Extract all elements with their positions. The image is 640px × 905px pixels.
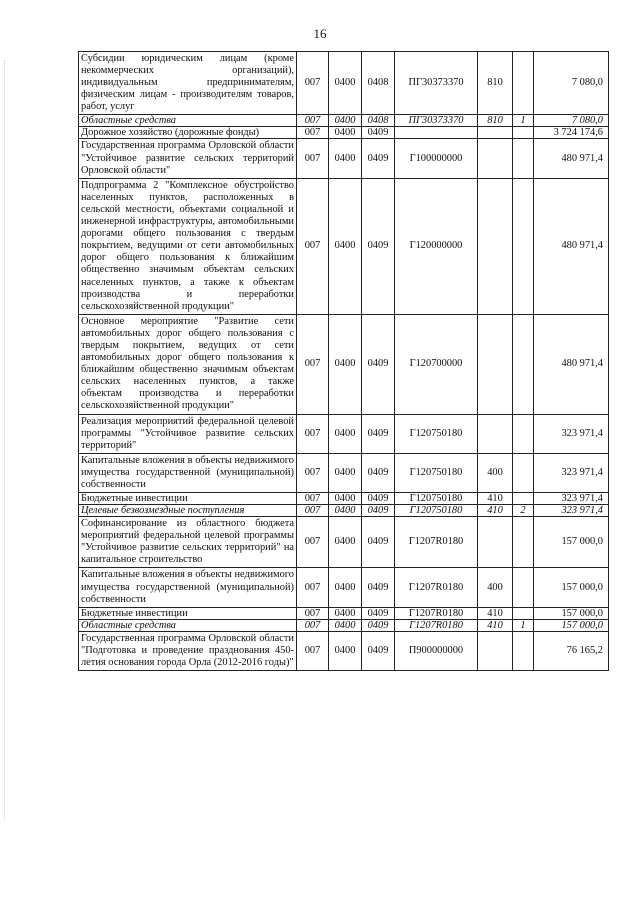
subsection-code: 0409	[362, 453, 395, 492]
amount: 480 971,4	[534, 178, 609, 314]
subsection-code: 0409	[362, 178, 395, 314]
target-article-code	[395, 127, 478, 139]
section-code: 0400	[329, 493, 362, 505]
page-number: 16	[313, 26, 327, 41]
expense-type-code: 400	[478, 453, 513, 492]
subsection-code: 0409	[362, 631, 395, 670]
funding-source-code	[513, 414, 534, 453]
amount: 157 000,0	[534, 517, 609, 568]
department-code: 007	[297, 631, 329, 670]
subsection-code: 0408	[362, 115, 395, 127]
scan-edge	[4, 60, 6, 820]
expense-type-code	[478, 414, 513, 453]
amount: 157 000,0	[534, 607, 609, 619]
department-code: 007	[297, 517, 329, 568]
row-name: Бюджетные инвестиции	[79, 607, 297, 619]
section-code: 0400	[329, 178, 362, 314]
amount: 323 971,4	[534, 493, 609, 505]
section-code: 0400	[329, 139, 362, 178]
row-name: Основное мероприятие "Развитие сети автомобильных дорог общего пользования с твердым покрытием, ведущих от сети автомобильных дорог общего пользования к ближайшим общественно значимым объектам сельских населенных пунктов, а также объектам производства и переработки сельскохозяйственной продукции"	[79, 314, 297, 414]
expense-type-code	[478, 178, 513, 314]
expense-type-code: 400	[478, 568, 513, 607]
funding-source-code	[513, 517, 534, 568]
section-code: 0400	[329, 517, 362, 568]
section-code: 0400	[329, 453, 362, 492]
table-row	[79, 568, 609, 607]
department-code: 007	[297, 115, 329, 127]
department-code: 007	[297, 568, 329, 607]
funding-source-code	[513, 453, 534, 492]
department-code: 007	[297, 493, 329, 505]
section-code: 0400	[329, 568, 362, 607]
table-row	[79, 453, 609, 492]
funding-source-code: 2	[513, 505, 534, 517]
department-code: 007	[297, 505, 329, 517]
table-row	[79, 493, 609, 505]
target-article-code: Г120750180	[395, 453, 478, 492]
department-code: 007	[297, 619, 329, 631]
target-article-code: Г1207R0180	[395, 568, 478, 607]
table-row	[79, 517, 609, 568]
target-article-code: Г100000000	[395, 139, 478, 178]
target-article-code: Г120700000	[395, 314, 478, 414]
amount: 323 971,4	[534, 414, 609, 453]
department-code: 007	[297, 127, 329, 139]
amount: 480 971,4	[534, 139, 609, 178]
expense-type-code: 410	[478, 493, 513, 505]
table-row	[79, 178, 609, 314]
target-article-code: Г120000000	[395, 178, 478, 314]
subsection-code: 0409	[362, 414, 395, 453]
department-code: 007	[297, 453, 329, 492]
subsection-code: 0409	[362, 505, 395, 517]
table-row	[79, 414, 609, 453]
section-code: 0400	[329, 314, 362, 414]
table-row	[79, 115, 609, 127]
section-code: 0400	[329, 505, 362, 517]
funding-source-code	[513, 127, 534, 139]
table-body	[79, 52, 609, 671]
section-code: 0400	[329, 619, 362, 631]
row-name: Бюджетные инвестиции	[79, 493, 297, 505]
expense-type-code	[478, 139, 513, 178]
funding-source-code: 1	[513, 115, 534, 127]
budget-table	[78, 51, 609, 671]
expense-type-code: 810	[478, 52, 513, 115]
table-row	[79, 631, 609, 670]
table-row	[79, 139, 609, 178]
target-article-code: Г1207R0180	[395, 517, 478, 568]
row-name: Подпрограмма 2 "Комплексное обустройство населенных пунктов, расположенных в сельской местности, объектами социальной и инженерной инфраструктуры, автомобильными дорогами общего пользования с твердым покрытием, ведущими от сети автомобильных дорог общего пользования к ближайшим общественно значимым объектам сельских населенных пунктов, а также к объектам производства и переработки сельскохозяйственной продукции"	[79, 178, 297, 314]
section-code: 0400	[329, 631, 362, 670]
expense-type-code: 410	[478, 505, 513, 517]
amount: 157 000,0	[534, 568, 609, 607]
funding-source-code	[513, 631, 534, 670]
expense-type-code: 410	[478, 607, 513, 619]
subsection-code: 0409	[362, 619, 395, 631]
target-article-code: ПГ30373370	[395, 115, 478, 127]
row-name: Государственная программа Орловской области "Подготовка и проведение празднования 450-летия основания города Орла (2012-2016 годы)"	[79, 631, 297, 670]
subsection-code: 0409	[362, 607, 395, 619]
funding-source-code	[513, 607, 534, 619]
subsection-code: 0409	[362, 568, 395, 607]
row-name: Областные средства	[79, 619, 297, 631]
department-code: 007	[297, 414, 329, 453]
table-row	[79, 127, 609, 139]
subsection-code: 0408	[362, 52, 395, 115]
target-article-code: Г120750180	[395, 493, 478, 505]
expense-type-code: 810	[478, 115, 513, 127]
row-name: Областные средства	[79, 115, 297, 127]
amount: 323 971,4	[534, 505, 609, 517]
target-article-code: Г1207R0180	[395, 619, 478, 631]
funding-source-code	[513, 314, 534, 414]
funding-source-code	[513, 493, 534, 505]
target-article-code: ПГ30373370	[395, 52, 478, 115]
table-row	[79, 619, 609, 631]
subsection-code: 0409	[362, 493, 395, 505]
expense-type-code	[478, 127, 513, 139]
expense-type-code: 410	[478, 619, 513, 631]
department-code: 007	[297, 139, 329, 178]
amount: 76 165,2	[534, 631, 609, 670]
funding-source-code	[513, 52, 534, 115]
section-code: 0400	[329, 52, 362, 115]
expense-type-code	[478, 631, 513, 670]
row-name: Целевые безвозмездные поступления	[79, 505, 297, 517]
subsection-code: 0409	[362, 127, 395, 139]
table-row	[79, 52, 609, 115]
funding-source-code	[513, 178, 534, 314]
row-name: Капитальные вложения в объекты недвижимого имущества государственной (муниципальной) собственности	[79, 453, 297, 492]
expense-type-code	[478, 314, 513, 414]
row-name: Реализация мероприятий федеральной целевой программы "Устойчивое развитие сельских территорий"	[79, 414, 297, 453]
section-code: 0400	[329, 127, 362, 139]
section-code: 0400	[329, 414, 362, 453]
amount: 3 724 174,6	[534, 127, 609, 139]
funding-source-code: 1	[513, 619, 534, 631]
target-article-code: П900000000	[395, 631, 478, 670]
table-row	[79, 607, 609, 619]
department-code: 007	[297, 178, 329, 314]
table-row	[79, 505, 609, 517]
target-article-code: Г120750180	[395, 505, 478, 517]
subsection-code: 0409	[362, 517, 395, 568]
department-code: 007	[297, 52, 329, 115]
row-name: Субсидии юридическим лицам (кроме некоммерческих организаций), индивидуальным предпринимателям, физическим лицам - производителям товаров, работ, услуг	[79, 52, 297, 115]
subsection-code: 0409	[362, 314, 395, 414]
amount: 323 971,4	[534, 453, 609, 492]
subsection-code: 0409	[362, 139, 395, 178]
target-article-code: Г1207R0180	[395, 607, 478, 619]
section-code: 0400	[329, 607, 362, 619]
row-name: Дорожное хозяйство (дорожные фонды)	[79, 127, 297, 139]
amount: 157 000,0	[534, 619, 609, 631]
funding-source-code	[513, 139, 534, 178]
department-code: 007	[297, 314, 329, 414]
row-name: Государственная программа Орловской области "Устойчивое развитие сельских территорий Орловской области"	[79, 139, 297, 178]
amount: 480 971,4	[534, 314, 609, 414]
row-name: Софинансирование из областного бюджета мероприятий федеральной целевой программы "Устойчивое развитие сельских территорий" на капитальное строительство	[79, 517, 297, 568]
target-article-code: Г120750180	[395, 414, 478, 453]
table-row	[79, 314, 609, 414]
section-code: 0400	[329, 115, 362, 127]
department-code: 007	[297, 607, 329, 619]
row-name: Капитальные вложения в объекты недвижимого имущества государственной (муниципальной) собственности	[79, 568, 297, 607]
amount: 7 080,0	[534, 52, 609, 115]
funding-source-code	[513, 568, 534, 607]
amount: 7 080,0	[534, 115, 609, 127]
expense-type-code	[478, 517, 513, 568]
